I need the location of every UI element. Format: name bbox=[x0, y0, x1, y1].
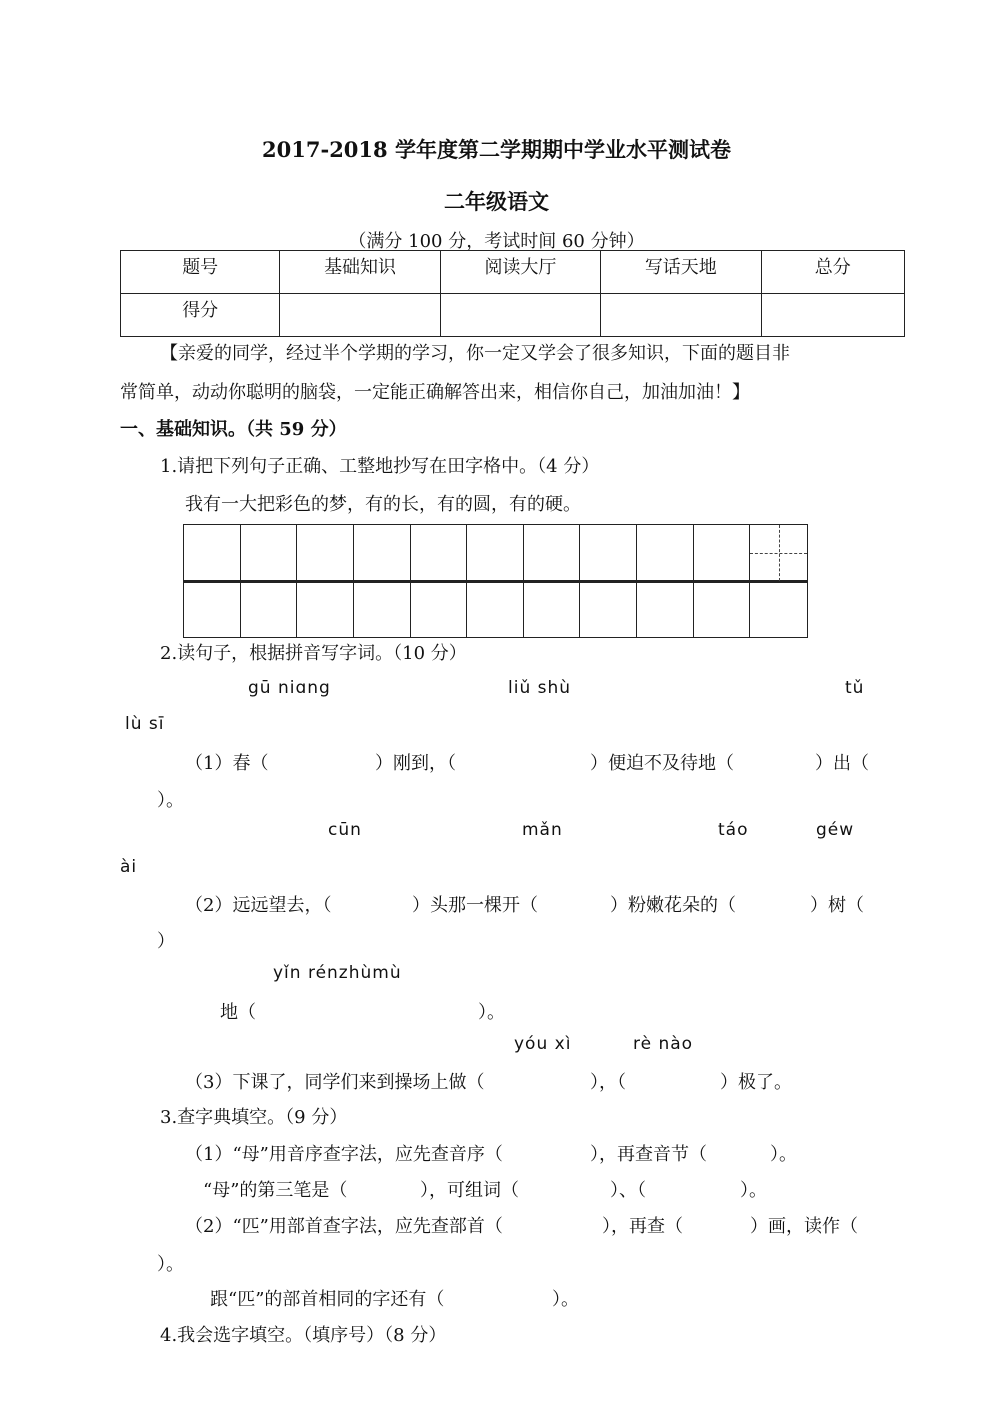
tianzige-guide-vertical bbox=[779, 525, 780, 581]
pinyin: rè nào bbox=[633, 1034, 694, 1054]
sentence-part: ）。 bbox=[770, 1144, 797, 1165]
sentence-part: ）、（ bbox=[610, 1180, 646, 1201]
tianzige-cell[interactable] bbox=[750, 581, 807, 637]
sentence-part: ）极了。 bbox=[720, 1072, 792, 1093]
question-title: 2.读句子，根据拼音写字词。（10 分） bbox=[160, 643, 467, 664]
score-table bbox=[120, 250, 905, 337]
sentence-part: 地（ bbox=[220, 1002, 256, 1023]
tianzige-cell[interactable] bbox=[524, 581, 581, 637]
tianzige-cell[interactable] bbox=[524, 525, 581, 581]
tianzige-cell[interactable] bbox=[580, 525, 637, 581]
sentence-part: ）树（ bbox=[810, 895, 864, 916]
score-table-cell: 基础知识 bbox=[280, 251, 440, 294]
pinyin: cūn bbox=[328, 820, 362, 840]
sentence-part: ），可组词（ bbox=[420, 1180, 519, 1201]
sentence-part: （1）“母”用音序查字法，应先查音序（ bbox=[185, 1144, 503, 1165]
pinyin: táo bbox=[718, 820, 749, 840]
sentence-part: ）刚到，（ bbox=[375, 753, 456, 774]
tianzige-cell[interactable] bbox=[184, 525, 241, 581]
sentence-part: ），再查（ bbox=[602, 1216, 683, 1237]
tianzige-cell[interactable] bbox=[354, 525, 411, 581]
score-table-header-row bbox=[121, 251, 905, 294]
pinyin: géw bbox=[816, 820, 855, 840]
intro-line: 【亲爱的同学，经过半个学期的学习，你一定又学会了很多知识，下面的题目非 bbox=[160, 343, 790, 364]
tianzige-cell[interactable] bbox=[467, 525, 524, 581]
tianzige-cell[interactable] bbox=[637, 581, 694, 637]
sentence-part: ）出（ bbox=[815, 753, 869, 774]
score-table-score-row bbox=[121, 294, 905, 337]
tianzige-cell[interactable] bbox=[297, 581, 354, 637]
score-table-cell: 得分 bbox=[121, 294, 280, 337]
tianzige-cell[interactable] bbox=[241, 525, 298, 581]
tianzige-cell[interactable] bbox=[241, 581, 298, 637]
sentence-part: ）粉嫩花朵的（ bbox=[610, 895, 736, 916]
sentence-part: ）便迫不及待地（ bbox=[590, 753, 734, 774]
score-input-cell[interactable] bbox=[761, 294, 905, 337]
tianzige-cell[interactable] bbox=[411, 525, 468, 581]
tianzige-cell[interactable] bbox=[411, 581, 468, 637]
pinyin: gū niɑng bbox=[248, 678, 331, 698]
question-title: 4.我会选字填空。（填序号）（8 分） bbox=[160, 1325, 447, 1346]
question-title: 3.查字典填空。（9 分） bbox=[160, 1107, 348, 1128]
tianzige-cell[interactable] bbox=[694, 525, 751, 581]
pinyin: mǎn bbox=[522, 820, 563, 840]
sentence-part: ）。 bbox=[157, 790, 184, 811]
score-table-cell: 写话天地 bbox=[601, 251, 761, 294]
pinyin: lù sī bbox=[125, 714, 165, 734]
pinyin: ài bbox=[120, 857, 138, 877]
sentence-part: ）。 bbox=[478, 1002, 505, 1023]
sentence-part: 跟“匹”的部首相同的字还有（ bbox=[210, 1289, 445, 1310]
tianzige-cell[interactable] bbox=[354, 581, 411, 637]
score-input-cell[interactable] bbox=[440, 294, 600, 337]
tianzige-cell[interactable] bbox=[184, 581, 241, 637]
pinyin: yǐn rénzhùmù bbox=[273, 963, 402, 983]
sentence-part: ）。 bbox=[157, 1254, 184, 1275]
sentence-part: ）头那一棵开（ bbox=[412, 895, 538, 916]
score-table-cell: 题号 bbox=[121, 251, 280, 294]
sentence-part: ）。 bbox=[552, 1289, 579, 1310]
score-input-cell[interactable] bbox=[601, 294, 761, 337]
copy-sentence: 我有一大把彩色的梦，有的长，有的圆，有的硬。 bbox=[185, 494, 581, 515]
intro-line: 常简单，动动你聪明的脑袋，一定能正确解答出来，相信你自己，加油加油！】 bbox=[120, 382, 750, 403]
section-heading: 一、基础知识。（共 59 分） bbox=[120, 419, 347, 440]
tianzige-grid[interactable] bbox=[183, 524, 808, 638]
sentence-part: （2）“匹”用部首查字法，应先查部首（ bbox=[185, 1216, 503, 1237]
tianzige-cell[interactable] bbox=[467, 581, 524, 637]
tianzige-cell[interactable] bbox=[637, 525, 694, 581]
question-title: 1.请把下列句子正确、工整地抄写在田字格中。（4 分） bbox=[160, 456, 600, 477]
sentence-part: （1）春（ bbox=[185, 753, 269, 774]
pinyin: yóu xì bbox=[514, 1034, 572, 1054]
pinyin: liǔ shù bbox=[508, 678, 572, 698]
score-table-cell: 阅读大厅 bbox=[440, 251, 600, 294]
sentence-part: ），（ bbox=[590, 1072, 626, 1093]
sentence-part: ）。 bbox=[740, 1180, 767, 1201]
sentence-part: （3）下课了，同学们来到操场上做（ bbox=[185, 1072, 485, 1093]
tianzige-cell[interactable] bbox=[694, 581, 751, 637]
sentence-part: ），再查音节（ bbox=[590, 1144, 707, 1165]
sentence-part: （2）远远望去，（ bbox=[185, 895, 332, 916]
pinyin: tǔ bbox=[845, 678, 865, 698]
exam-info: （满分 100 分，考试时间 60 分钟） bbox=[348, 231, 645, 252]
exam-subject: 二年级语文 bbox=[444, 189, 549, 214]
score-input-cell[interactable] bbox=[280, 294, 440, 337]
exam-title: 2017-2018 学年度第二学期期中学业水平测试卷 bbox=[262, 137, 731, 162]
score-table-cell: 总分 bbox=[761, 251, 905, 294]
tianzige-cell[interactable] bbox=[297, 525, 354, 581]
tianzige-cell[interactable] bbox=[580, 581, 637, 637]
sentence-part: “母”的第三笔是（ bbox=[203, 1180, 348, 1201]
sentence-part: ）画，读作（ bbox=[750, 1216, 858, 1237]
sentence-part: ） bbox=[157, 931, 175, 952]
